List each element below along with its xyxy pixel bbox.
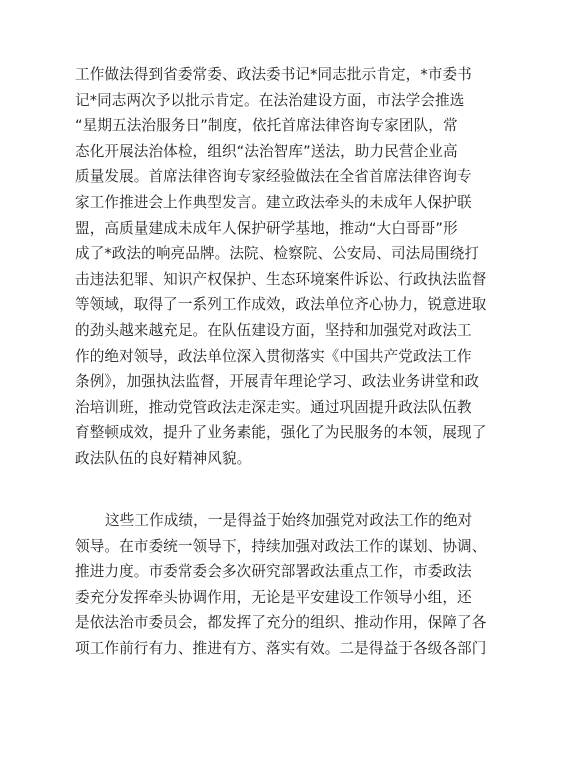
paragraph-1-line-13: 条例》，加强执法监督，开展青年理论学习、政法业务讲堂和政	[75, 373, 480, 391]
paragraph-1-line-9: 击违法犯罪、知识产权保护、生态环境案件诉讼、行政执法监督	[75, 270, 487, 288]
paragraph-1-line-1: 工作做法得到省委常委、政法委书记*同志批示肯定，*市委书	[75, 66, 472, 83]
paragraph-1-line-4: 态化开展法治体检，组织“法治智库”送法，助力民营企业高	[75, 142, 458, 160]
paragraph-1-line-5: 质量发展。首席法律咨询专家经验做法在全省首席法律咨询专	[75, 168, 472, 186]
paragraph-1-line-15: 育整顿成效，提升了业务素能，强化了为民服务的本领，展现了	[75, 424, 487, 442]
paragraph-1-line-14: 治培训班，推动党管政法走深走实。通过巩固提升政法队伍教	[75, 398, 472, 416]
paragraph-1-line-3: “星期五法治服务日”制度，依托首席法律咨询专家团队，常	[75, 117, 458, 135]
paragraph-2-line-3: 推进力度。市委常委会多次研究部署政法重点工作，市委政法	[75, 563, 472, 581]
paragraph-1-line-7: 盟，高质量建成未成年人保护研学基地，推动“大白哥哥”形	[75, 219, 458, 237]
paragraph-1-line-12: 作的绝对领导，政法单位深入贯彻落实《中国共产党政法工作	[75, 347, 472, 365]
paragraph-1-line-2: 记*同志两次予以批示肯定。在法治建设方面，市法学会推选	[75, 91, 465, 109]
paragraph-2-line-2: 领导。在市委统一领导下，持续加强对政法工作的谋划、协调、	[75, 537, 487, 555]
paragraph-1-line-6: 家工作推进会上作典型发言。建立政法牵头的未成年人保护联	[75, 193, 472, 211]
paragraph-1-line-8: 成了*政法的响亮品牌。法院、检察院、公安局、司法局围绕打	[75, 245, 480, 263]
paragraph-2-line-5: 是依法治市委员会，都发挥了充分的组织、推动作用，保障了各	[75, 614, 487, 632]
paragraph-2-line-1: 这些工作成绩，一是得益于始终加强党对政法工作的绝对	[105, 512, 473, 529]
paragraph-1	[75, 62, 515, 472]
paragraph-1-line-11: 的劲头越来越充足。在队伍建设方面，坚持和加强党对政法工	[75, 321, 472, 339]
paragraph-2-line-6: 项工作前行有力、推进有方、落实有效。二是得益于各级各部门	[75, 639, 487, 657]
paragraph-2-line-4: 委充分发挥牵头协调作用，无论是平安建设工作领导小组，还	[75, 588, 472, 606]
paragraph-1-line-10: 等领域，取得了一系列工作成效，政法单位齐心协力，锐意进取	[75, 296, 487, 314]
paragraph-2	[75, 508, 515, 662]
paragraph-1-line-16: 政法队伍的良好精神风貌。	[75, 449, 252, 467]
